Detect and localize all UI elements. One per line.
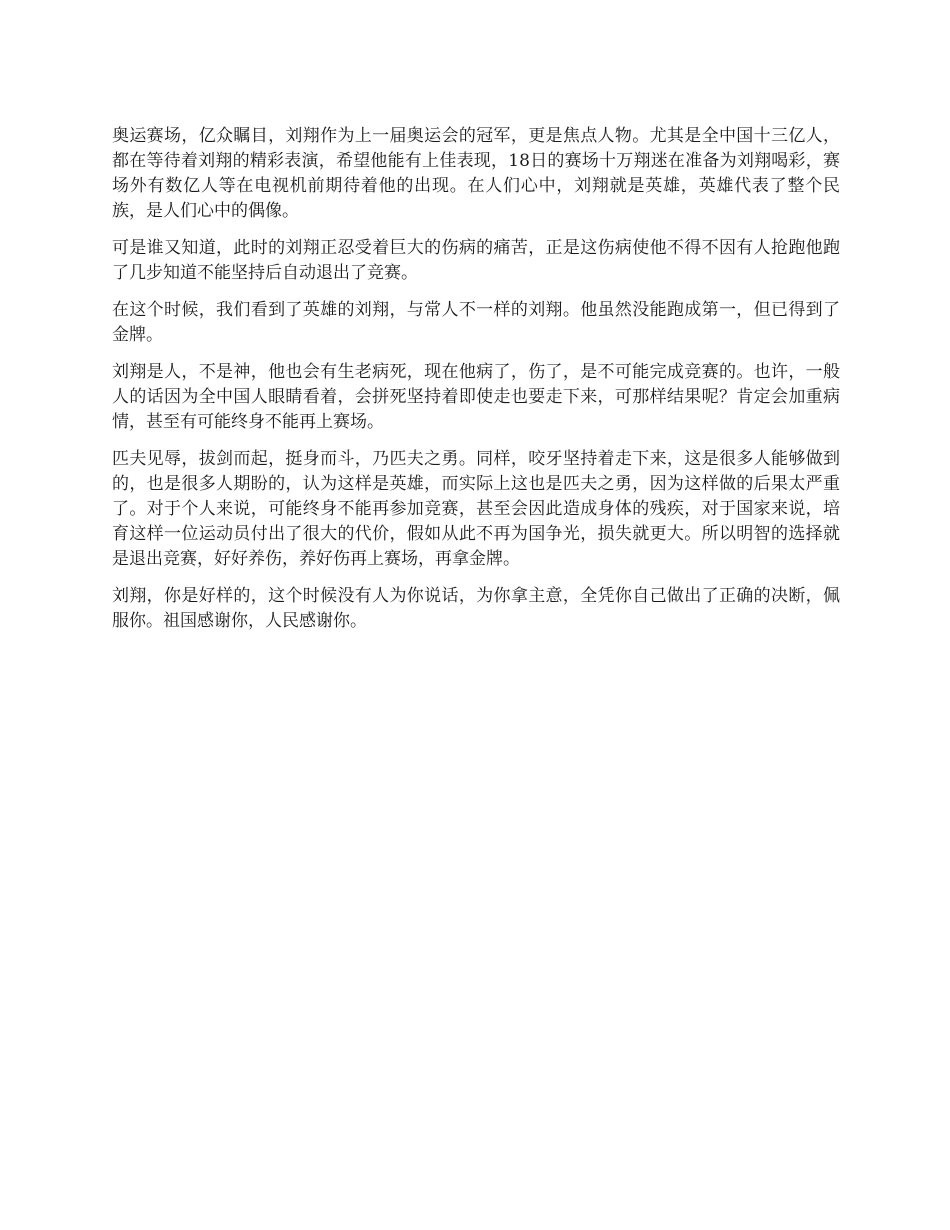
paragraph-6: 刘翔，你是好样的，这个时候没有人为你说话，为你拿主意，全凭你自己做出了正确的决断，佩服你。祖国感谢你，人民感谢你。 xyxy=(112,586,840,631)
paragraph-2: 可是谁又知道，此时的刘翔正忍受着巨大的伤病的痛苦，正是这伤病使他不得不因有人抢跑他跑了几步知道不能坚持后自动退出了竞赛。 xyxy=(112,238,840,283)
paragraph-5: 匹夫见辱，拔剑而起，挺身而斗，乃匹夫之勇。同样，咬牙坚持着走下来，这是很多人能够做到的，也是很多人期盼的，认为这样是英雄，而实际上这也是匹夫之勇，因为这样做的后果太严重了。对于个人来说，可能终身不能再参加竞赛，甚至会因此造成身体的残疾，对于国家来说，培育这样一位运动员付出了很大的代价，假如从此不再为国争光，损失就更大。所以明智的选择就是退出竞赛，好好养伤，养好伤再上赛场，再拿金牌。 xyxy=(112,449,840,569)
document-body xyxy=(112,124,840,646)
paragraph-3: 在这个时候，我们看到了英雄的刘翔，与常人不一样的刘翔。他虽然没能跑成第一，但已得到了金牌。 xyxy=(112,300,840,345)
paragraph-1: 奥运赛场，亿众瞩目，刘翔作为上一届奥运会的冠军，更是焦点人物。尤其是全中国十三亿人，都在等待着刘翔的精彩表演，希望他能有上佳表现，18日的赛场十万翔迷在准备为刘翔喝彩，赛场外有数亿人等在电视机前期待着他的出现。在人们心中，刘翔就是英雄，英雄代表了整个民族，是人们心中的偶像。 xyxy=(112,126,840,221)
paragraph-4: 刘翔是人，不是神，他也会有生老病死，现在他病了，伤了，是不可能完成竞赛的。也许，一般人的话因为全中国人眼睛看着，会拼死坚持着即使走也要走下来，可那样结果呢？肯定会加重病情，甚至有可能终身不能再上赛场。 xyxy=(112,362,840,432)
